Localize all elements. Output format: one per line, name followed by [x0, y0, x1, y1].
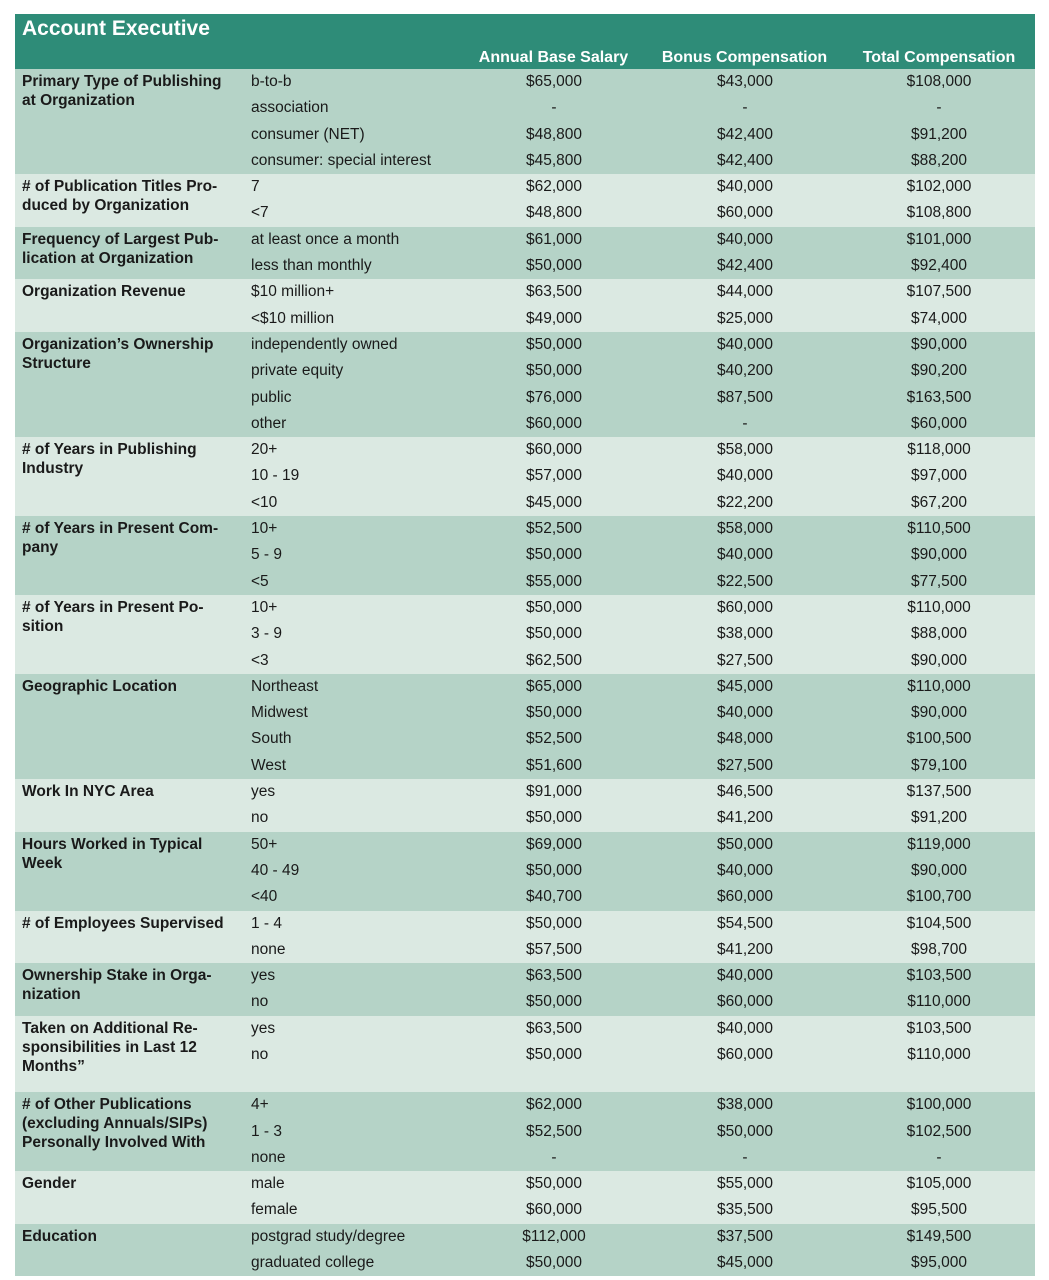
table-group [15, 279, 1035, 332]
cell-base-salary: $50,000 [525, 546, 583, 564]
table-group [15, 69, 1035, 174]
cell-base-salary: $50,000 [525, 704, 583, 722]
group-label: Taken on Additional Re-sponsibilities in Last 12 Months” [22, 1019, 198, 1075]
group-label: # of Years in Present Com-pany [22, 520, 219, 557]
cell-base-salary: $65,000 [525, 73, 583, 90]
cell-bonus: $38,000 [716, 1096, 774, 1114]
table-row [15, 411, 1035, 437]
cell-base-salary: $50,000 [525, 335, 583, 353]
table-row [15, 989, 1035, 1015]
table-group [15, 516, 1035, 595]
cell-total: $92,400 [910, 257, 968, 275]
cell-base-salary: - [551, 99, 557, 117]
row-category: 10+ [251, 598, 278, 616]
table-row [15, 595, 1035, 621]
cell-bonus: $37,500 [716, 1227, 774, 1245]
cell-bonus: $27,500 [716, 756, 774, 774]
row-category: 3 - 9 [251, 625, 283, 643]
cell-bonus: $42,400 [716, 151, 774, 169]
cell-base-salary: - [551, 1148, 557, 1166]
cell-total: - [936, 99, 942, 117]
group-label: Primary Type of Publishing at Organization [22, 73, 222, 109]
cell-total: $163,500 [906, 388, 972, 406]
cell-bonus: $55,000 [716, 1175, 774, 1193]
cell-total: $103,500 [906, 1019, 972, 1037]
column-header-bonus: Bonus Compensation [661, 49, 828, 66]
cell-base-salary: $51,600 [525, 756, 583, 774]
cell-base-salary: $48,800 [525, 204, 583, 222]
table-row [15, 69, 1035, 95]
cell-base-salary: $63,500 [525, 283, 583, 301]
cell-base-salary: $65,000 [525, 677, 583, 695]
cell-base-salary: $50,000 [525, 809, 583, 827]
cell-bonus: $58,000 [716, 520, 774, 538]
table-group [15, 963, 1035, 1016]
group-label: Hours Worked in Typical Week [22, 835, 203, 872]
cell-bonus: $40,000 [716, 1019, 774, 1037]
table-row [15, 358, 1035, 384]
row-category: 5 - 9 [251, 546, 283, 564]
row-category: 20+ [251, 441, 278, 459]
cell-total: $105,000 [906, 1175, 972, 1193]
cell-total: $118,000 [907, 441, 971, 459]
group-label: # of Employees Supervised [22, 914, 224, 932]
row-category: public [251, 388, 292, 406]
row-category: female [251, 1201, 298, 1219]
row-category: 7 [251, 178, 260, 196]
table-row [15, 332, 1035, 358]
cell-base-salary: $50,000 [525, 362, 583, 380]
cell-base-salary: $50,000 [525, 993, 583, 1011]
table-row [15, 516, 1035, 542]
group-label: # of Other Publications (excluding Annuals/SIPs) Personally Involved With [22, 1096, 208, 1152]
cell-total: $79,100 [910, 756, 968, 774]
cell-total: $110,000 [907, 677, 971, 695]
cell-total: $90,000 [910, 861, 968, 879]
cell-total: $88,200 [910, 151, 968, 169]
table-row [15, 779, 1035, 805]
table-group [15, 227, 1035, 280]
cell-total: $77,500 [910, 572, 968, 590]
cell-total: $108,000 [906, 73, 972, 90]
table-row [15, 963, 1035, 989]
cell-bonus: $35,500 [716, 1201, 774, 1219]
cell-base-salary: $50,000 [525, 257, 583, 275]
row-category: yes [251, 783, 276, 801]
cell-bonus: - [742, 99, 748, 117]
cell-bonus: $45,000 [716, 1254, 774, 1272]
row-category: graduated college [251, 1254, 375, 1272]
table-row [15, 1016, 1035, 1042]
row-category: no [251, 993, 269, 1011]
cell-total: $103,500 [906, 967, 972, 985]
row-category: <10 [251, 493, 278, 511]
cell-base-salary: $63,500 [525, 1019, 583, 1037]
table-row [15, 1145, 1035, 1171]
cell-bonus: $48,000 [716, 730, 774, 748]
column-header-base-salary: Annual Base Salary [478, 49, 629, 66]
row-category: <3 [251, 651, 269, 669]
cell-total: $90,000 [910, 704, 968, 722]
group-label: Work In NYC Area [22, 783, 154, 801]
table-group [15, 779, 1035, 832]
cell-base-salary: $52,500 [525, 520, 583, 538]
table-row [15, 200, 1035, 226]
cell-base-salary: $76,000 [525, 388, 583, 406]
row-category: 1 - 3 [251, 1122, 283, 1140]
cell-base-salary: $52,500 [525, 1122, 583, 1140]
table-row [15, 148, 1035, 174]
cell-total: $108,800 [906, 204, 972, 222]
cell-base-salary: $50,000 [525, 1175, 583, 1193]
cell-total: $88,000 [910, 625, 968, 643]
cell-total: $91,200 [910, 809, 968, 827]
row-category: 50+ [251, 835, 278, 853]
table-row [15, 1171, 1035, 1197]
table-row [15, 569, 1035, 595]
cell-base-salary: $50,000 [525, 1045, 583, 1063]
cell-bonus: $40,000 [716, 230, 774, 248]
row-category: <40 [251, 888, 278, 906]
table-title: Account Executive [22, 17, 210, 40]
table-group [15, 832, 1035, 911]
table-row [15, 648, 1035, 674]
cell-total: $101,000 [906, 230, 972, 248]
row-category: 10+ [251, 520, 278, 538]
table-row [15, 832, 1035, 858]
cell-bonus: $60,000 [716, 888, 774, 906]
cell-base-salary: $62,000 [525, 178, 583, 196]
table-row [15, 858, 1035, 884]
cell-base-salary: $49,000 [525, 309, 583, 327]
cell-bonus: $22,500 [716, 572, 774, 590]
cell-base-salary: $60,000 [525, 441, 583, 459]
cell-base-salary: $91,000 [525, 783, 583, 801]
row-category: Midwest [251, 704, 308, 722]
cell-total: $149,500 [906, 1227, 972, 1245]
table-row [15, 385, 1035, 411]
group-label: Ownership Stake in Orga-nization [22, 967, 212, 1004]
row-category: none [251, 1148, 286, 1166]
cell-base-salary: $69,000 [525, 835, 583, 853]
group-label: # of Years in Publishing Industry [22, 441, 197, 478]
table-row [15, 621, 1035, 647]
table-row [15, 227, 1035, 253]
cell-total: $90,200 [910, 362, 968, 380]
row-category: 1 - 4 [251, 914, 283, 932]
row-category: <$10 million [251, 309, 335, 327]
table-group [15, 174, 1035, 227]
cell-bonus: $40,000 [716, 861, 774, 879]
cell-base-salary: $50,000 [525, 598, 583, 616]
table-row [15, 1250, 1035, 1276]
compensation-table [15, 14, 1035, 1276]
cell-total: $95,500 [910, 1201, 968, 1219]
cell-total: $90,000 [910, 651, 968, 669]
group-label: Geographic Location [22, 677, 178, 695]
table-row [15, 279, 1035, 305]
cell-bonus: $60,000 [716, 993, 774, 1011]
cell-total: $100,000 [906, 1096, 972, 1114]
cell-base-salary: $45,000 [525, 493, 583, 511]
cell-bonus: $42,400 [716, 257, 774, 275]
cell-bonus: $60,000 [716, 598, 774, 616]
table-row [15, 753, 1035, 779]
cell-bonus: $60,000 [716, 204, 774, 222]
cell-total: $97,000 [910, 467, 968, 485]
column-header-total: Total Compensation [862, 49, 1016, 66]
cell-base-salary: $55,000 [525, 572, 583, 590]
cell-bonus: $58,000 [716, 441, 774, 459]
row-category: no [251, 1045, 269, 1063]
row-category: male [251, 1175, 285, 1193]
table-group [15, 911, 1035, 964]
table-row [15, 1092, 1035, 1118]
table-row [15, 937, 1035, 963]
table-group [15, 1171, 1035, 1224]
table-group [15, 674, 1035, 779]
group-label: Organization Revenue [22, 283, 186, 301]
cell-bonus: $40,000 [716, 178, 774, 196]
cell-total: $90,000 [910, 335, 968, 353]
cell-base-salary: $57,000 [525, 467, 583, 485]
cell-total: $91,200 [910, 125, 968, 143]
table-row [15, 700, 1035, 726]
row-category: private equity [251, 362, 344, 380]
row-category: <5 [251, 572, 269, 590]
cell-bonus: $44,000 [716, 283, 774, 301]
cell-bonus: $40,000 [716, 546, 774, 564]
table-group [15, 437, 1035, 516]
cell-total: $60,000 [910, 414, 968, 432]
cell-base-salary: $61,000 [525, 230, 583, 248]
cell-base-salary: $57,500 [525, 940, 583, 958]
cell-total: $98,700 [910, 940, 968, 958]
cell-total: $110,000 [907, 993, 971, 1011]
table-header [15, 14, 1035, 69]
table-row [15, 306, 1035, 332]
cell-total: $102,500 [906, 1122, 972, 1140]
cell-bonus: - [742, 414, 748, 432]
group-label: # of Years in Present Po-sition [22, 598, 204, 635]
cell-total: $95,000 [910, 1254, 968, 1272]
cell-bonus: $40,000 [716, 967, 774, 985]
table-row [15, 726, 1035, 752]
table-row [15, 911, 1035, 937]
table-row [15, 542, 1035, 568]
group-label: Organization’s Ownership Structure [22, 335, 214, 372]
cell-base-salary: $45,800 [525, 151, 583, 169]
cell-base-salary: $52,500 [525, 730, 583, 748]
cell-bonus: $41,200 [716, 940, 774, 958]
cell-total: $100,500 [906, 730, 972, 748]
row-category: $10 million+ [251, 283, 335, 301]
cell-base-salary: $60,000 [525, 1201, 583, 1219]
table-row [15, 95, 1035, 121]
row-category: consumer: special interest [251, 151, 432, 169]
cell-bonus: $40,200 [716, 362, 774, 380]
table-row [15, 805, 1035, 831]
row-category: South [251, 730, 292, 748]
row-category: consumer (NET) [251, 125, 365, 143]
cell-total: - [936, 1148, 942, 1166]
cell-total: $90,000 [910, 546, 968, 564]
cell-base-salary: $50,000 [525, 861, 583, 879]
table-body [15, 69, 1035, 1276]
table-group [15, 1224, 1035, 1277]
row-category: yes [251, 1019, 276, 1037]
table-group [15, 1092, 1035, 1171]
table-row [15, 1224, 1035, 1250]
row-category: <7 [251, 204, 269, 222]
row-category: less than monthly [251, 257, 372, 275]
cell-total: $110,000 [907, 598, 971, 616]
cell-base-salary: $62,500 [525, 651, 583, 669]
cell-total: $110,500 [907, 520, 971, 538]
table-row [15, 1197, 1035, 1223]
cell-total: $137,500 [906, 783, 972, 801]
table-row [15, 253, 1035, 279]
cell-base-salary: $60,000 [525, 414, 583, 432]
table-group [15, 595, 1035, 674]
cell-total: $100,700 [906, 888, 972, 906]
row-category: 10 - 19 [251, 467, 300, 485]
row-category: association [251, 99, 329, 117]
row-category: independently owned [251, 335, 398, 353]
row-category: at least once a month [251, 230, 400, 248]
cell-bonus: $45,000 [716, 677, 774, 695]
cell-bonus: $25,000 [716, 309, 774, 327]
cell-bonus: $40,000 [716, 335, 774, 353]
table-row [15, 674, 1035, 700]
cell-total: $104,500 [906, 914, 972, 932]
table-row [15, 1042, 1035, 1068]
table-row [15, 122, 1035, 148]
table-group [15, 1016, 1035, 1093]
cell-bonus: $27,500 [716, 651, 774, 669]
row-category: yes [251, 967, 276, 985]
row-category: Northeast [251, 677, 319, 695]
cell-bonus: $87,500 [716, 388, 774, 406]
row-category: other [251, 414, 287, 432]
cell-bonus: - [742, 1148, 748, 1166]
cell-bonus: $50,000 [716, 835, 774, 853]
row-category: 4+ [251, 1096, 269, 1114]
cell-total: $107,500 [906, 283, 972, 301]
cell-bonus: $40,000 [716, 467, 774, 485]
cell-bonus: $42,400 [716, 125, 774, 143]
cell-base-salary: $50,000 [525, 914, 583, 932]
table-row [15, 490, 1035, 516]
row-category: b-to-b [251, 73, 292, 90]
cell-total: $110,000 [907, 1045, 971, 1063]
row-category: none [251, 940, 286, 958]
cell-bonus: $54,500 [716, 914, 774, 932]
cell-total: $74,000 [910, 309, 968, 327]
row-category: no [251, 809, 269, 827]
row-category: postgrad study/degree [251, 1227, 406, 1245]
group-label: # of Publication Titles Pro-duced by Organization [22, 178, 218, 215]
cell-base-salary: $63,500 [525, 967, 583, 985]
cell-base-salary: $50,000 [525, 625, 583, 643]
group-label: Frequency of Largest Pub-lication at Organization [22, 230, 219, 267]
cell-bonus: $46,500 [716, 783, 774, 801]
cell-base-salary: $40,700 [525, 888, 583, 906]
cell-bonus: $60,000 [716, 1045, 774, 1063]
table-row [15, 884, 1035, 910]
cell-bonus: $41,200 [716, 809, 774, 827]
table-row [15, 437, 1035, 463]
cell-bonus: $50,000 [716, 1122, 774, 1140]
cell-base-salary: $50,000 [525, 1254, 583, 1272]
cell-base-salary: $62,000 [525, 1096, 583, 1114]
cell-bonus: $38,000 [716, 625, 774, 643]
group-label: Education [22, 1227, 97, 1245]
table-row [15, 1119, 1035, 1145]
group-label: Gender [22, 1175, 77, 1193]
table-row [15, 174, 1035, 200]
cell-total: $119,000 [907, 835, 971, 853]
cell-bonus: $22,200 [716, 493, 774, 511]
cell-total: $67,200 [910, 493, 968, 511]
row-category: West [251, 756, 287, 774]
cell-bonus: $40,000 [716, 704, 774, 722]
cell-base-salary: $112,000 [522, 1227, 586, 1245]
table-group [15, 332, 1035, 437]
cell-total: $102,000 [906, 178, 972, 196]
table-row [15, 463, 1035, 489]
row-category: 40 - 49 [251, 861, 300, 879]
cell-bonus: $43,000 [716, 73, 774, 90]
cell-base-salary: $48,800 [525, 125, 583, 143]
